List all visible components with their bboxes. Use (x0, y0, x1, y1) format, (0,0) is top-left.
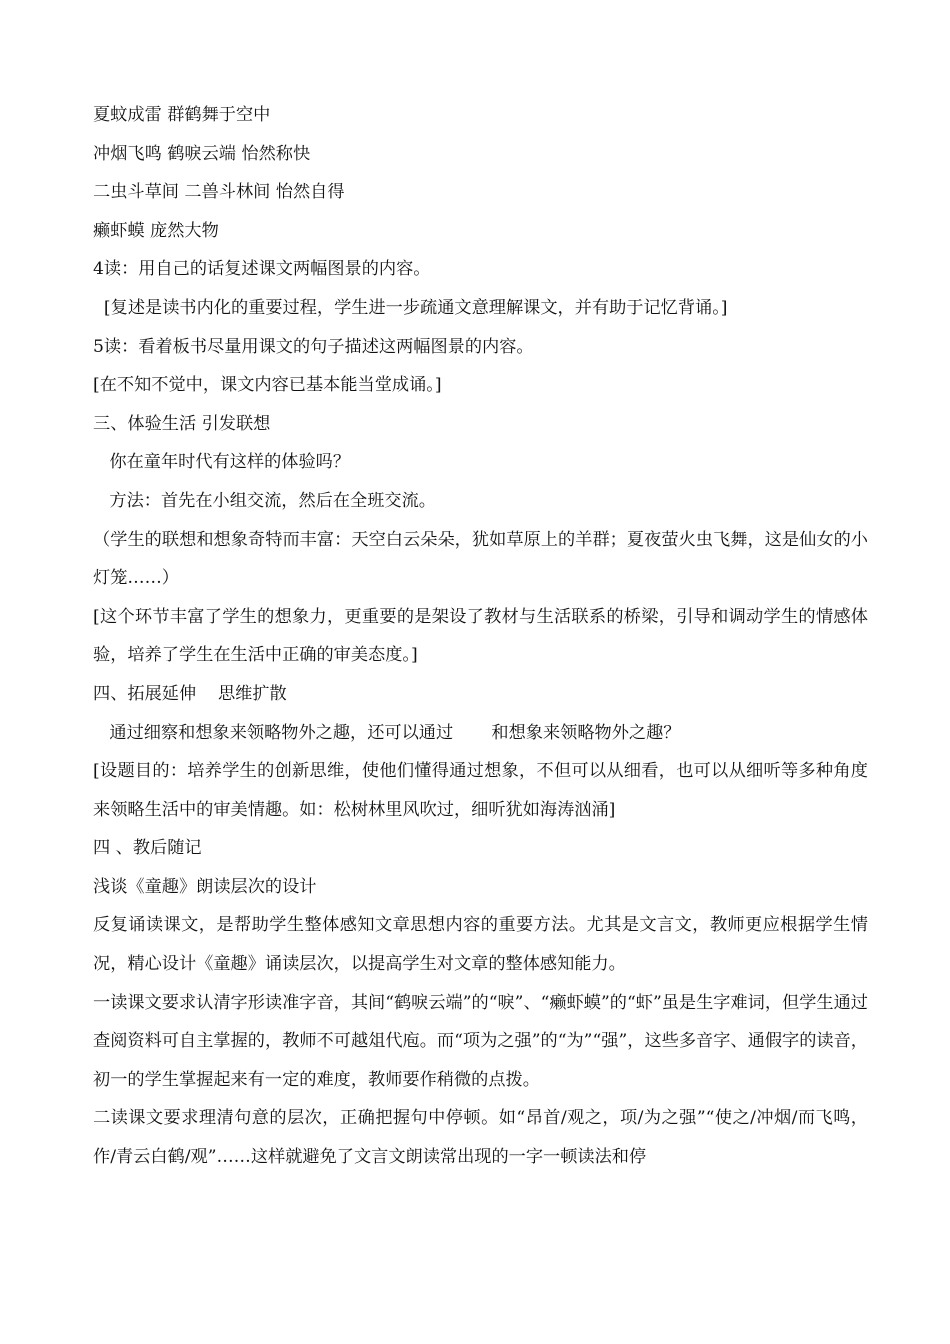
section-heading: 四、拓展延伸 思维扩散 (93, 683, 287, 704)
text-line: 二虫斗草间 二兽斗林间 怡然自得 (93, 182, 345, 203)
document-page (93, 96, 868, 1177)
body-paragraph: 二读课文要求理清句意的层次，正确把握句中停顿。如“昂首/观之，项/为之强”“使之/冲烟/而飞鸣，作/青云白鹤/观”……这样就避免了文言文朗读常出现的一字一顿读法和停 (93, 1108, 868, 1168)
question-line: 通过细察和想象来领略物外之趣，还可以通过 和想象来领略物外之趣？ (93, 722, 681, 743)
body-paragraph: 一读课文要求认清字形读准字音，其间“鹤唳云端”的“唳”、“癞虾蟆”的“虾”虽是生字难词，但学生通过查阅资料可自主掌握的，教师不可越俎代庖。而“项为之强”的“为”“强”，这些多音字、通假字的读音，初一的学生掌握起来有一定的难度，教师要作稍微的点拨。 (93, 992, 868, 1090)
student-response-paragraph: （学生的联想和想象奇特而丰富：天空白云朵朵，犹如草原上的羊群；夏夜萤火虫飞舞，这是仙女的小灯笼……） (93, 529, 868, 589)
annotation-line: [在不知不觉中，课文内容已基本能当堂成诵。] (93, 375, 442, 396)
section-heading: 三、体验生活 引发联想 (93, 413, 271, 434)
text-line: 4读：用自己的话复述课文两幅图景的内容。 (93, 259, 431, 280)
annotation-paragraph: [设题目的：培养学生的创新思维，使他们懂得通过想象，不但可以从细看，也可以从细听等多种角度来领略生活中的审美情趣。如：松树林里风吹过，细听犹如海涛汹涌] (93, 761, 868, 820)
text-line: 癞虾蟆 庞然大物 (93, 220, 219, 241)
text-line: 夏蚊成雷 群鹤舞于空中 (93, 105, 271, 125)
body-paragraph: 反复诵读课文，是帮助学生整体感知文章思想内容的重要方法。尤其是文言文，教师更应根据学生情况，精心设计《童趣》诵读层次，以提高学生对文章的整体感知能力。 (93, 915, 868, 975)
section-heading: 四 、教后随记 (93, 838, 202, 859)
annotation-paragraph: [这个环节丰富了学生的想象力，更重要的是架设了教材与生活联系的桥梁，引导和调动学生的情感体验，培养了学生在生活中正确的审美态度。] (93, 606, 868, 666)
text-line: 5读：看着板书尽量用课文的句子描述这两幅图景的内容。 (93, 336, 534, 357)
method-line: 方法：首先在小组交流，然后在全班交流。 (93, 490, 436, 511)
annotation-line: [复述是读书内化的重要过程，学生进一步疏通文意理解课文，并有助于记忆背诵。] (93, 297, 728, 318)
subtitle: 浅谈《童趣》朗读层次的设计 (93, 876, 317, 897)
text-line: 冲烟飞鸣 鹤唳云端 怡然称快 (93, 143, 311, 164)
question-line: 你在童年时代有这样的体验吗？ (93, 452, 351, 473)
